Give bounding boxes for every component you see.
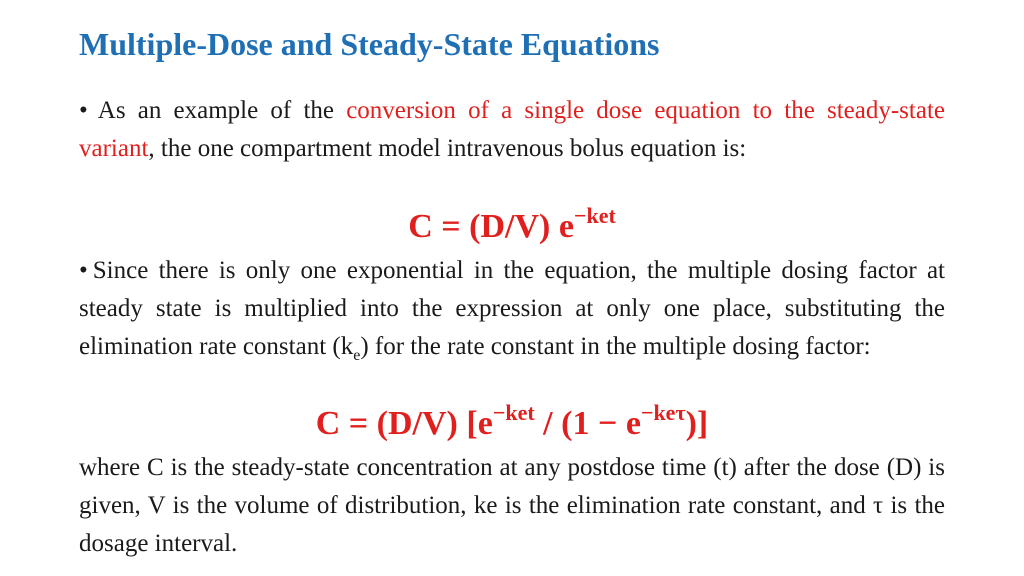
equation-exponent: −ket	[573, 202, 616, 228]
paragraph-example	[79, 92, 945, 168]
equation-part: C = (D/V) [e	[315, 405, 493, 442]
paragraph-text: Since there is only one exponential in the equation, the multiple dosing factor at steady state is multiplied into the expression at only one place, substituting the elimination rate constant (k	[79, 257, 945, 360]
equation-exponent: −ket	[492, 399, 535, 425]
paragraph-multiple-dosing	[79, 252, 945, 366]
paragraph-text: ) for the rate constant in the multiple dosing factor:	[360, 333, 871, 360]
slide-title: Multiple-Dose and Steady-State Equations	[79, 26, 660, 62]
subscript-e: e	[353, 347, 361, 364]
equation-base: C = (D/V) e	[408, 208, 574, 245]
equation-single-dose	[0, 202, 1024, 246]
equation-steady-state	[0, 399, 1024, 443]
equation-part: / (1 − e	[534, 405, 641, 442]
equation-part: )]	[685, 405, 709, 442]
bullet-marker: •	[79, 97, 88, 124]
highlighted-text: conversion of a single dose equation to the steady-state variant	[79, 97, 945, 162]
paragraph-definitions: where C is the steady-state concentration at any postdose time (t) after the dose (D) is given, V is the volume of distribution, ke is the elimination rate constant, and τ is the dosage interval.	[79, 454, 945, 557]
equation-exponent: −keτ	[640, 399, 686, 425]
bullet-marker: •	[79, 257, 88, 284]
paragraph-text: As an example of the	[97, 97, 347, 124]
paragraph-text: , the one compartment model intravenous bolus equation is:	[148, 135, 747, 162]
